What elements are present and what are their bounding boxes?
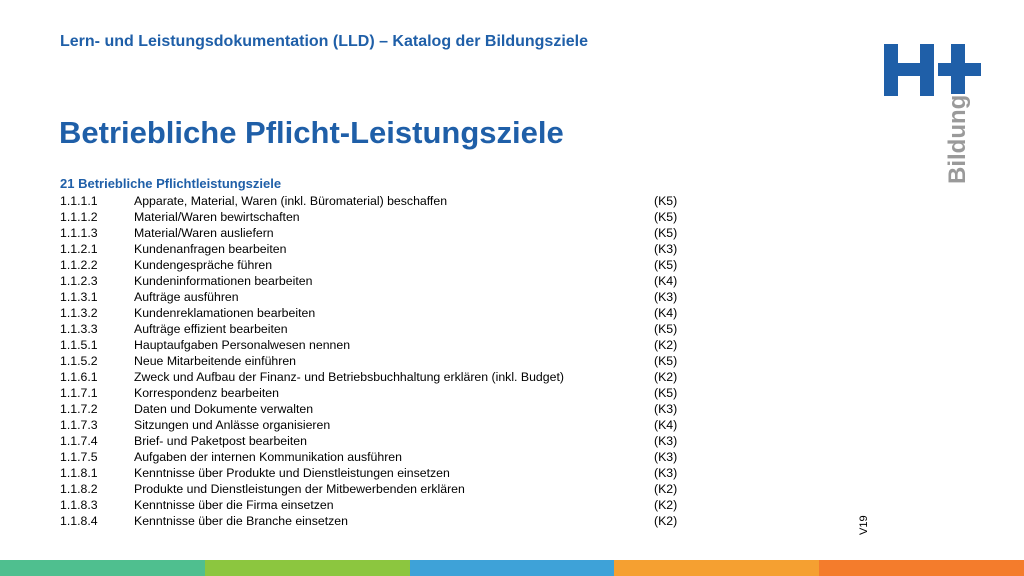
goal-code: 1.1.7.2	[60, 402, 98, 416]
goal-text: Aufträge effizient bearbeiten	[134, 322, 288, 336]
slide-title: Betriebliche Pflicht-Leistungsziele	[59, 115, 564, 150]
goal-row	[60, 322, 700, 338]
goal-code: 1.1.5.2	[60, 354, 98, 368]
goal-level: (K4)	[654, 306, 678, 320]
goal-text: Kenntnisse über Produkte und Dienstleistungen einsetzen	[134, 466, 450, 480]
goals-list	[60, 194, 700, 530]
color-bar-segment	[410, 560, 615, 576]
goal-level: (K3)	[654, 434, 678, 448]
goal-level: (K3)	[654, 450, 678, 464]
goal-code: 1.1.7.5	[60, 450, 98, 464]
goal-row	[60, 242, 700, 258]
goal-code: 1.1.6.1	[60, 370, 98, 384]
goal-level: (K5)	[654, 210, 678, 224]
goal-code: 1.1.7.4	[60, 434, 98, 448]
goal-row	[60, 514, 700, 530]
goal-level: (K2)	[654, 482, 678, 496]
goal-text: Kenntnisse über die Firma einsetzen	[134, 498, 334, 512]
goal-code: 1.1.2.3	[60, 274, 98, 288]
goal-level: (K2)	[654, 338, 678, 352]
goal-row	[60, 434, 700, 450]
goal-row	[60, 274, 700, 290]
goal-text: Zweck und Aufbau der Finanz- und Betriebsbuchhaltung erklären (inkl. Budget)	[134, 370, 564, 384]
goal-level: (K2)	[654, 370, 678, 384]
goal-row	[60, 498, 700, 514]
goal-code: 1.1.7.1	[60, 386, 98, 400]
goal-row	[60, 482, 700, 498]
goal-text: Neue Mitarbeitende einführen	[134, 354, 297, 368]
goal-row	[60, 194, 700, 210]
goal-level: (K3)	[654, 466, 678, 480]
goal-text: Material/Waren bewirtschaften	[134, 210, 300, 224]
goal-level: (K5)	[654, 386, 678, 400]
goal-row	[60, 418, 700, 434]
goal-text: Korrespondenz bearbeiten	[134, 386, 279, 400]
color-bar-segment	[614, 560, 819, 576]
goal-code: 1.1.1.2	[60, 210, 98, 224]
logo-h-crossbar	[884, 63, 934, 76]
goal-row	[60, 258, 700, 274]
goal-text: Kundengespräche führen	[134, 258, 273, 272]
goal-level: (K3)	[654, 242, 678, 256]
goal-code: 1.1.5.1	[60, 338, 98, 352]
goal-level: (K2)	[654, 514, 678, 528]
goal-text: Hauptaufgaben Personalwesen nennen	[134, 338, 351, 352]
goal-row	[60, 226, 700, 242]
goal-text: Produkte und Dienstleistungen der Mitbewerbenden erklären	[134, 482, 465, 496]
goal-text: Kundeninformationen bearbeiten	[134, 274, 313, 288]
slide-subtitle: Lern- und Leistungsdokumentation (LLD) – Katalog der Bildungsziele	[60, 33, 589, 50]
goal-row	[60, 354, 700, 370]
goal-row	[60, 450, 700, 466]
goal-level: (K3)	[654, 290, 678, 304]
goal-level: (K5)	[654, 354, 678, 368]
goal-text: Kenntnisse über die Branche einsetzen	[134, 514, 348, 528]
goal-level: (K3)	[654, 402, 678, 416]
goal-code: 1.1.2.1	[60, 242, 98, 256]
goal-code: 1.1.8.4	[60, 514, 98, 528]
goal-code: 1.1.3.2	[60, 306, 98, 320]
logo-word: Bildung	[944, 94, 971, 184]
logo-plus-horizontal	[938, 63, 981, 76]
goal-code: 1.1.1.1	[60, 194, 98, 208]
goal-text: Daten und Dokumente verwalten	[134, 402, 314, 416]
goal-code: 1.1.3.1	[60, 290, 98, 304]
goal-text: Brief- und Paketpost bearbeiten	[134, 434, 307, 448]
goal-code: 1.1.2.2	[60, 258, 98, 272]
goal-level: (K4)	[654, 274, 678, 288]
goal-level: (K4)	[654, 418, 678, 432]
goal-level: (K5)	[654, 194, 678, 208]
goal-code: 1.1.8.1	[60, 466, 98, 480]
goal-row	[60, 402, 700, 418]
goal-row	[60, 466, 700, 482]
goal-code: 1.1.7.3	[60, 418, 98, 432]
color-bar-segment	[819, 560, 1024, 576]
goal-code: 1.1.8.3	[60, 498, 98, 512]
goal-text: Kundenreklamationen bearbeiten	[134, 306, 316, 320]
goal-text: Material/Waren ausliefern	[134, 226, 274, 240]
section-heading: 21 Betriebliche Pflichtleistungsziele	[60, 176, 282, 191]
goal-text: Kundenanfragen bearbeiten	[134, 242, 287, 256]
goal-row	[60, 210, 700, 226]
goal-level: (K2)	[654, 498, 678, 512]
h-plus-bildung-logo	[884, 42, 984, 187]
goal-text: Sitzungen und Anlässe organisieren	[134, 418, 331, 432]
goal-level: (K5)	[654, 258, 678, 272]
footer-color-bar	[0, 560, 1024, 576]
goal-row	[60, 370, 700, 386]
version-label: V19	[858, 515, 870, 535]
goal-level: (K5)	[654, 226, 678, 240]
color-bar-segment	[205, 560, 410, 576]
color-bar-segment	[0, 560, 205, 576]
goal-row	[60, 290, 700, 306]
goal-text: Aufgaben der internen Kommunikation ausführen	[134, 450, 402, 464]
goal-code: 1.1.1.3	[60, 226, 98, 240]
goal-code: 1.1.3.3	[60, 322, 98, 336]
goal-level: (K5)	[654, 322, 678, 336]
goal-row	[60, 338, 700, 354]
goal-text: Aufträge ausführen	[134, 290, 239, 304]
goal-code: 1.1.8.2	[60, 482, 98, 496]
goal-row	[60, 306, 700, 322]
goal-text: Apparate, Material, Waren (inkl. Büromaterial) beschaffen	[134, 194, 448, 208]
goal-row	[60, 386, 700, 402]
